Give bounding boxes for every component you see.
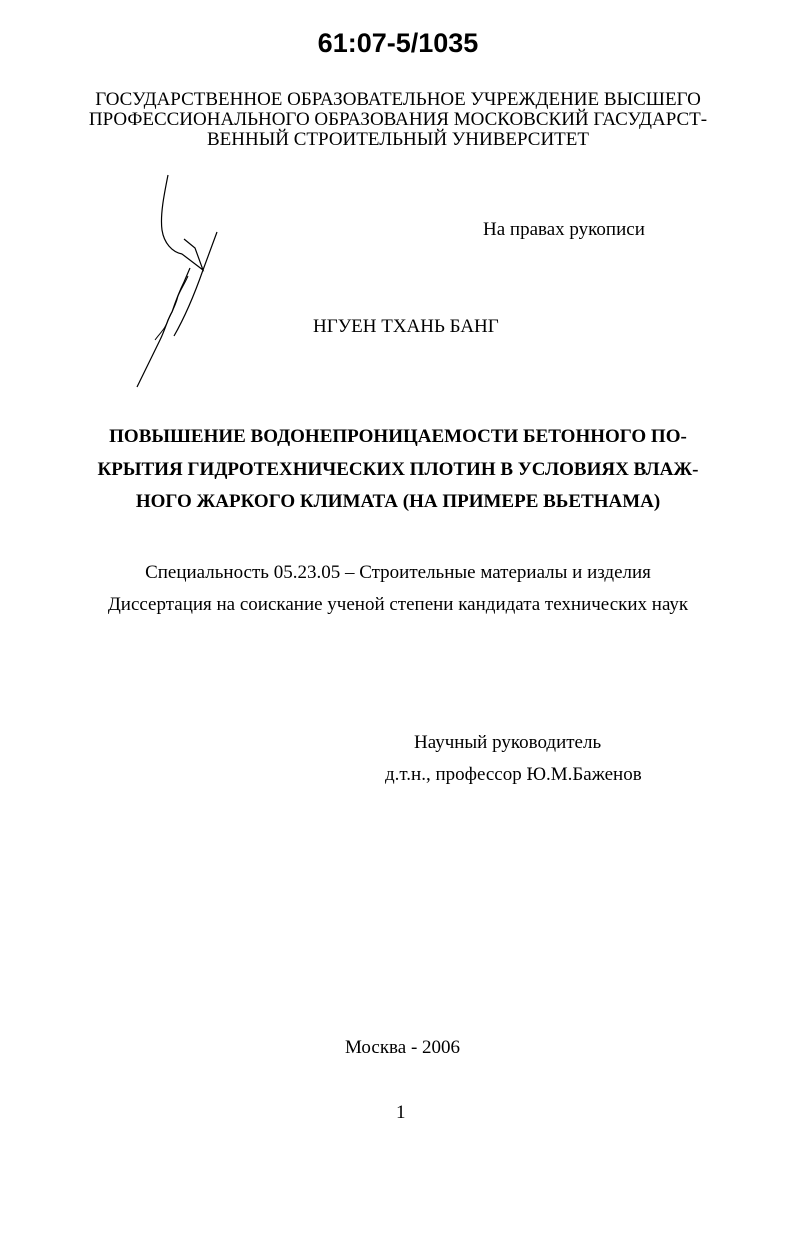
author-name: НГУЕН ТХАНЬ БАНГ — [313, 316, 499, 337]
registry-code: 61:07-5/1035 — [317, 28, 479, 58]
thesis-title-line: КРЫТИЯ ГИДРОТЕХНИЧЕСКИХ ПЛОТИН В УСЛОВИЯХ ВЛАЖ- — [97, 459, 699, 480]
signature-icon — [0, 0, 796, 420]
specialty: Специальность 05.23.05 – Строительные материалы и изделия — [145, 562, 651, 583]
dissertation-type: Диссертация на соискание ученой степени кандидата технических наук — [107, 594, 689, 615]
supervisor-name: д.т.н., профессор Ю.М.Баженов — [385, 764, 642, 785]
institution-line: ГОСУДАРСТВЕННОЕ ОБРАЗОВАТЕЛЬНОЕ УЧРЕЖДЕНИЕ ВЫСШЕГО — [95, 89, 701, 110]
place-year: Москва - 2006 — [345, 1037, 461, 1058]
manuscript-rights: На правах рукописи — [483, 219, 645, 240]
thesis-title-line: НОГО ЖАРКОГО КЛИМАТА (НА ПРИМЕРЕ ВЬЕТНАМА) — [135, 491, 661, 512]
supervisor-label: Научный руководитель — [414, 732, 602, 753]
institution-line: ПРОФЕССИОНАЛЬНОГО ОБРАЗОВАНИЯ МОСКОВСКИЙ ГАСУДАРСТ- — [88, 109, 708, 130]
institution-line: ВЕННЫЙ СТРОИТЕЛЬНЫЙ УНИВЕРСИТЕТ — [207, 129, 589, 150]
thesis-title-line: ПОВЫШЕНИЕ ВОДОНЕПРОНИЦАЕМОСТИ БЕТОННОГО ПО- — [109, 426, 687, 447]
page-number: 1 — [396, 1102, 406, 1123]
